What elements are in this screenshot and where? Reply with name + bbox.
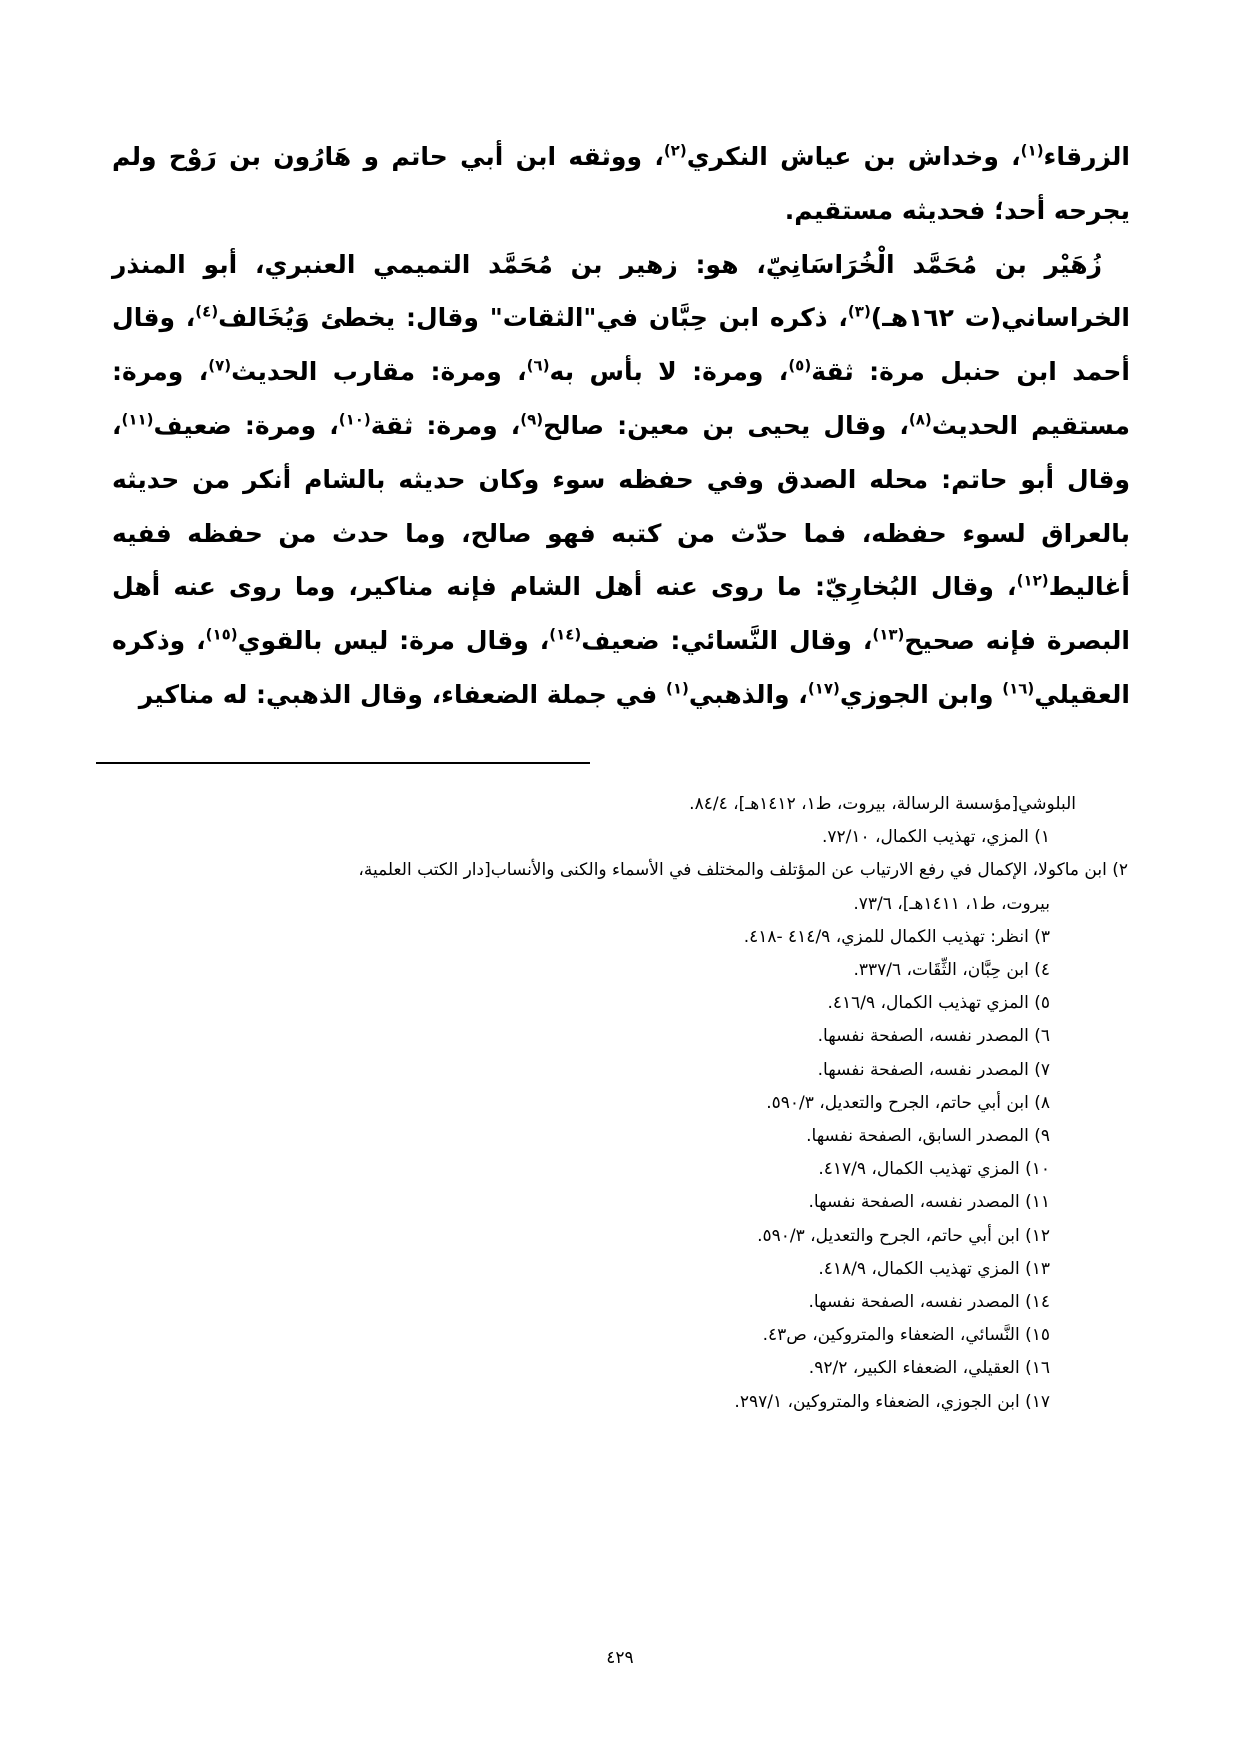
text: ، ومرة: لا بأس به — [549, 357, 789, 387]
footnote: ١٦) العقيلي، الضعفاء الكبير، ٩٢/٢. — [808, 1358, 1050, 1379]
footnote: ١٢) ابن أبي حاتم، الجرح والتعديل، ٥٩٠/٣. — [757, 1225, 1050, 1246]
footnote: ٩) المصدر السابق، الصفحة نفسها. — [806, 1126, 1050, 1147]
footnote-ref[interactable]: (١٦) — [1002, 679, 1035, 698]
text: وابن الجوزي — [839, 679, 1003, 709]
footnotes — [100, 788, 1128, 1419]
main-text — [112, 130, 1130, 722]
narrator-name: زُهَيْر بن مُحَمَّد الْخُرَاسَانِيّ، — [756, 249, 1102, 279]
footnote-ref[interactable]: (٣) — [847, 303, 871, 322]
paragraph-1 — [112, 130, 1130, 238]
footnote: ٧) المصدر نفسه، الصفحة نفسها. — [817, 1059, 1050, 1080]
text: في جملة الضعفاء، وقال الذهبي: له مناكير — [138, 679, 666, 709]
text: ، وقال أبو حاتم: محله الصدق وفي حفظه سوء وكان حديثه بالشام أنكر من حديثه بالعراق لسوء حفظه، فما حدّث من كتبه فهو صالح، وما حدث من حفظه ففيه أغاليط — [112, 410, 1130, 602]
text: ، وخداش بن عياش النكري — [686, 142, 1021, 171]
footnote: بيروت، ط١، ١٤١١هـ]، ٧٣/٦. — [853, 893, 1050, 914]
footnote: ٥) المزي تهذيب الكمال، ٤١٦/٩. — [827, 993, 1050, 1014]
text: ، وقال النَّسائي: ضعيف — [581, 626, 873, 656]
footnote: ١٥) النَّسائي، الضعفاء والمتروكين، ص٤٣. — [762, 1325, 1050, 1346]
footnote-ref[interactable]: (١) — [1020, 141, 1044, 160]
text: ، وقال أحمد ابن حنبل مرة: ثقة — [112, 303, 1130, 387]
footnote: ٤) ابن حِبَّان، الثِّقَات، ٣٣٧/٦. — [853, 960, 1050, 981]
text: ، ومرة: مقارب الحديث — [231, 357, 527, 387]
footnote-ref[interactable]: (١١) — [121, 410, 154, 429]
text: ، والذهبي — [688, 679, 808, 709]
footnote: ٦) المصدر نفسه، الصفحة نفسها. — [817, 1026, 1050, 1047]
text: هو: زهير بن مُحَمَّد التميمي العنبري، أبو المنذر الخراساني(ت ١٦٢هـ) — [112, 249, 1130, 333]
footnote: ١٣) المزي تهذيب الكمال، ٤١٨/٩. — [818, 1258, 1050, 1279]
footnote: ١٤) المصدر نفسه، الصفحة نفسها. — [808, 1292, 1050, 1313]
footnote: ١) المزي، تهذيب الكمال، ٧٢/١٠. — [821, 827, 1050, 848]
footnote-separator — [96, 762, 590, 764]
footnote: ١٧) ابن الجوزي، الضعفاء والمتروكين، ٢٩٧/١. — [734, 1391, 1050, 1412]
footnote-ref[interactable]: (١٠) — [338, 410, 371, 429]
text: ، وقال البُخارِيّ: ما روى عنه أهل الشام فإنه مناكير، وما روى عنه أهل البصرة فإنه صحيح — [112, 572, 1131, 656]
text: ، وذكره العقيلي — [112, 626, 1130, 709]
text: ، ومرة: ثقة — [370, 410, 521, 440]
footnote-ref[interactable]: (١٤) — [549, 625, 582, 644]
text: الزرقاء — [1043, 142, 1130, 171]
footnote-ref[interactable]: (٢) — [663, 141, 687, 160]
text: ، ووثقه ابن أبي حاتم و هَارُون بن رَوْح ولم يجرحه أحد؛ فحديثه مستقيم. — [112, 142, 1130, 225]
text: ، وقال مرة: ليس بالقوي — [237, 626, 550, 656]
text: ، ومرة: ضعيف — [153, 410, 339, 440]
footnote-ref[interactable]: (٨) — [908, 410, 932, 429]
footnote-ref[interactable]: (٧) — [208, 356, 232, 375]
footnote-ref[interactable]: (١٣) — [872, 625, 905, 644]
text: ، ومرة: مستقيم الحديث — [112, 357, 1130, 440]
footnote-ref[interactable]: (١) — [665, 679, 689, 698]
text: ، وقال يحيى بن معين: صالح — [543, 410, 909, 440]
footnote: ١٠) المزي تهذيب الكمال، ٤١٧/٩. — [818, 1159, 1050, 1180]
page-number: ٤٢٩ — [606, 1648, 634, 1668]
footnote-ref[interactable]: (١٥) — [205, 625, 238, 644]
footnote-ref[interactable]: (١٢) — [1016, 572, 1049, 591]
footnote: ٢) ابن ماكولا، الإكمال في رفع الارتياب عن المؤتلف والمختلف في الأسماء والكنى والأنساب[دار الكتب العلمية، — [358, 860, 1128, 881]
footnote-ref[interactable]: (٤) — [195, 303, 219, 322]
footnote: ١١) المصدر نفسه، الصفحة نفسها. — [808, 1192, 1050, 1213]
footnote-ref[interactable]: (٦) — [526, 356, 550, 375]
paragraph-2 — [112, 238, 1130, 722]
text: ، ذكره ابن حِبَّان في"الثقات" وقال: يخطئ وَيُخَالف — [218, 303, 848, 333]
footnote-ref[interactable]: (١٧) — [807, 679, 840, 698]
footnote-ref[interactable]: (٩) — [520, 410, 544, 429]
footnote: ٨) ابن أبي حاتم، الجرح والتعديل، ٥٩٠/٣. — [766, 1092, 1050, 1113]
footnote-continuation: البلوشي[مؤسسة الرسالة، بيروت، ط١، ١٤١٢هـ]، ٨٤/٤. — [689, 794, 1076, 814]
footnote: ٣) انظر: تهذيب الكمال للمزي، ٤١٤/٩ -٤١٨. — [743, 926, 1050, 947]
footnote-ref[interactable]: (٥) — [788, 356, 812, 375]
